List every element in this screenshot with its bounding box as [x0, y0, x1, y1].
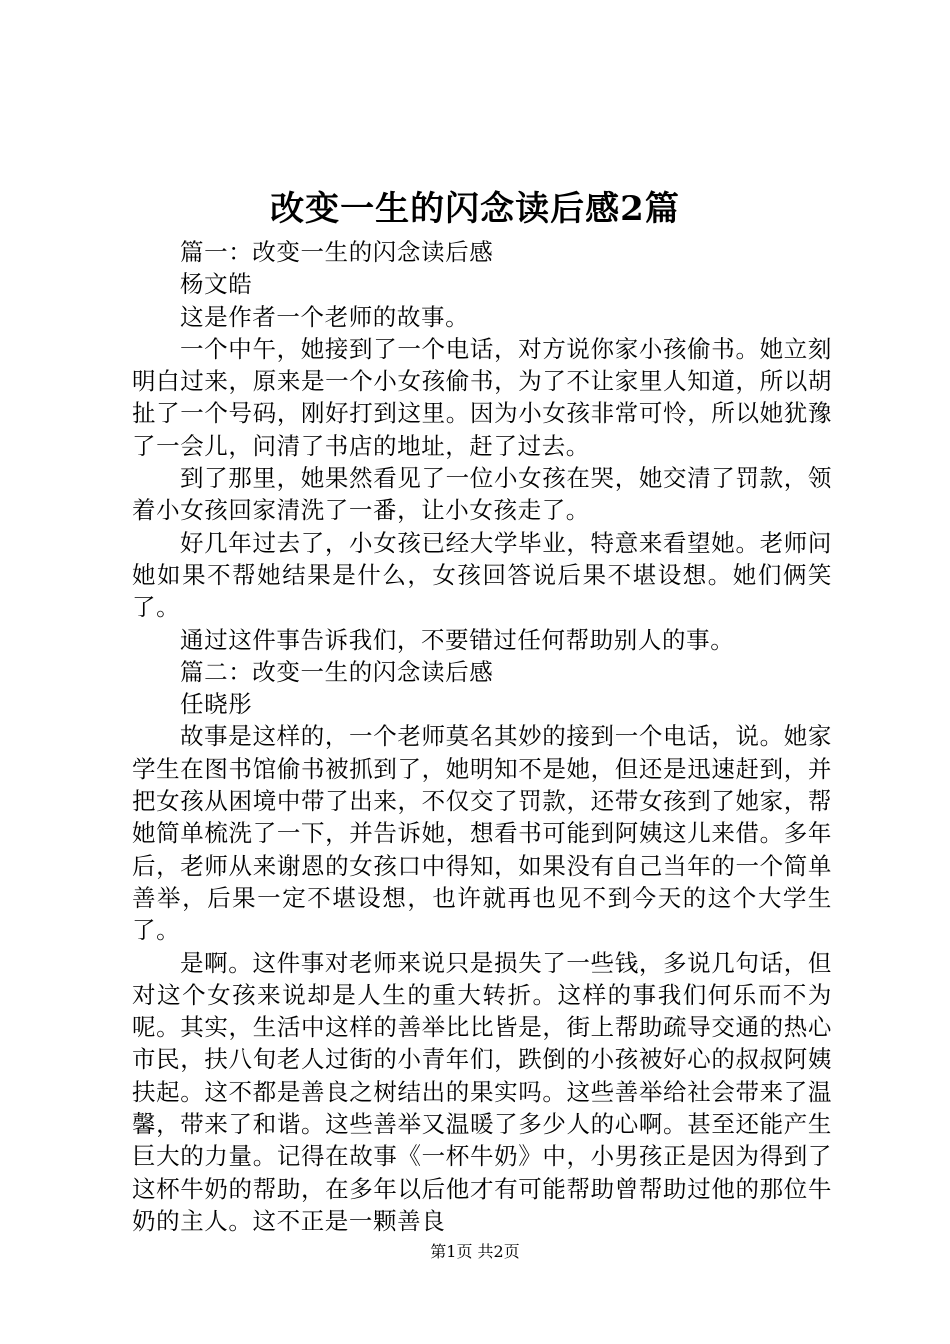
- paragraph: 通过这件事告诉我们，不要错过任何帮助别人的事。: [180, 625, 735, 654]
- paragraph: 是啊。这件事对老师来说只是损失了一些钱，多说几句话，但对这个女孩来说却是人生的重大转折。这样的事我们何乐而不为呢。其实，生活中这样的善举比比皆是，街上帮助疏导交通的热心市民，扶八旬老人过街的小青年们，跌倒的小孩被好心的叔叔阿姨扶起。这不都是善良之树结出的果实吗。这些善举给社会带来了温馨，带来了和谐。这些善举又温暖了多少人的心啊。甚至还能产生巨大的力量。记得在故事《一杯牛奶》中，小男孩正是因为得到了这杯牛奶的帮助，在多年以后他才有可能帮助曾帮助过他的那位牛奶的主人。这不正是一颗善良: [132, 948, 832, 1235]
- section-heading-2: 篇二：改变一生的闪念读后感: [180, 657, 494, 686]
- document-body: [132, 236, 832, 1237]
- author-name-1: 杨文皓: [180, 270, 253, 299]
- paragraph: 好几年过去了，小女孩已经大学毕业，特意来看望她。老师问她如果不帮她结果是什么，女孩回答说后果不堪设想。她们俩笑了。: [132, 528, 832, 622]
- page-footer: 第1页 共2页: [430, 1242, 520, 1261]
- paragraph: 故事是这样的，一个老师莫名其妙的接到一个电话，说。她家学生在图书馆偷书被抓到了，她明知不是她，但还是迅速赶到，并把女孩从困境中带了出来，不仅交了罚款，还带女孩到了她家，帮她简单梳洗了一下，并告诉她，想看书可能到阿姨这儿来借。多年后，老师从来谢恩的女孩口中得知，如果没有自己当年的一个简单善举，后果一定不堪设想，也许就再也见不到今天的这个大学生了。: [132, 722, 832, 945]
- paragraph: 这是作者一个老师的故事。: [180, 302, 470, 331]
- author-name-2: 任晓彤: [180, 690, 253, 719]
- document-title: 改变一生的闪念读后感2篇: [270, 189, 680, 229]
- section-heading-1: 篇一：改变一生的闪念读后感: [180, 238, 494, 266]
- paragraph: 一个中午，她接到了一个电话，对方说你家小孩偷书。她立刻明白过来，原来是一个小女孩偷书，为了不让家里人知道，所以胡扯了一个号码，刚好打到这里。因为小女孩非常可怜，所以她犹豫了一会儿，问清了书店的地址，赶了过去。: [132, 334, 832, 460]
- paragraph: 到了那里，她果然看见了一位小女孩在哭，她交清了罚款，领着小女孩回家清洗了一番，让小女孩走了。: [132, 464, 832, 525]
